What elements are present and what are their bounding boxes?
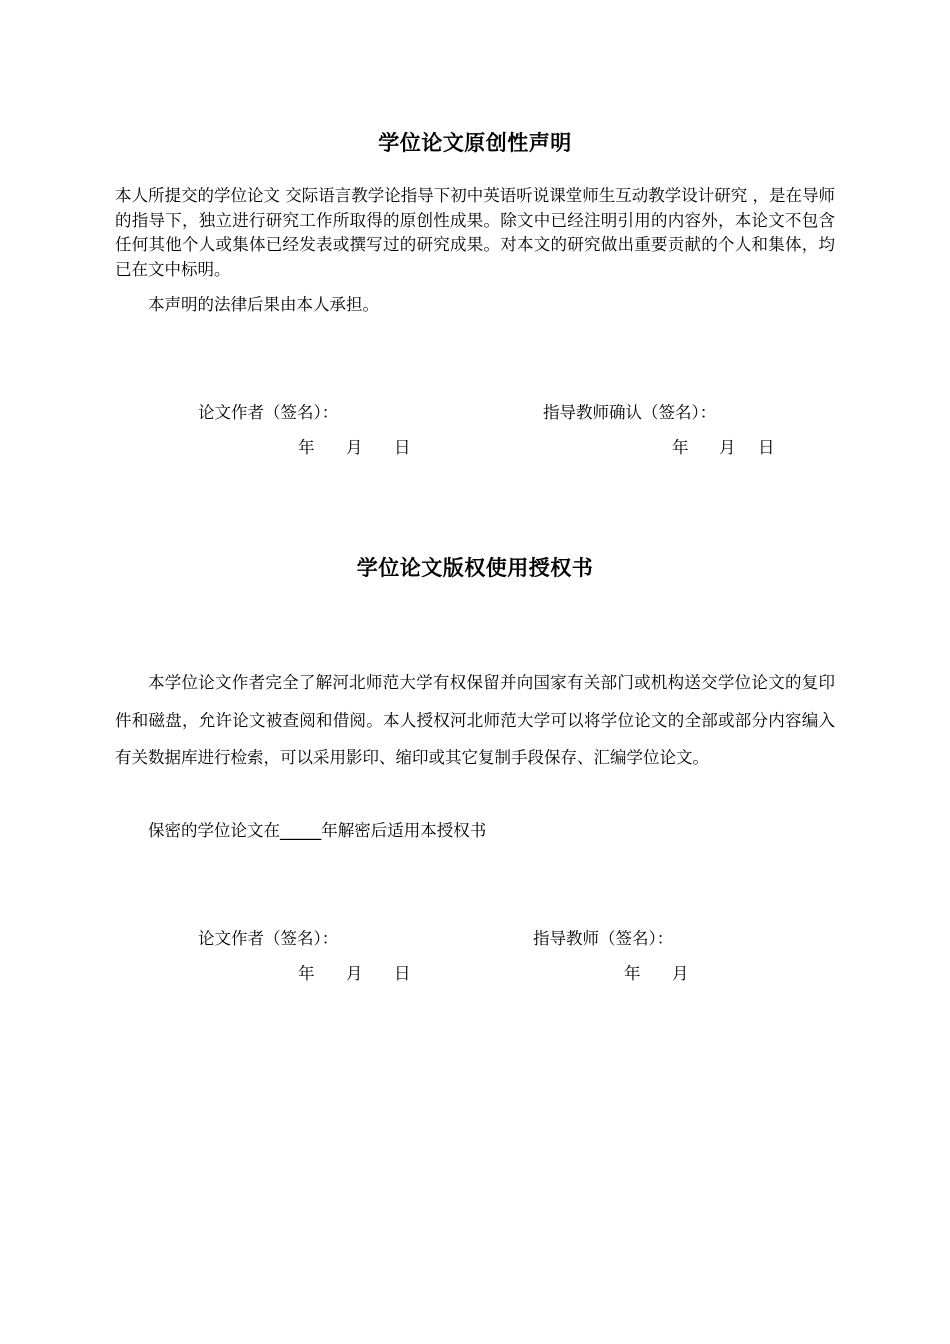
date-month: 月 bbox=[672, 964, 689, 983]
date-day: 日 bbox=[394, 438, 411, 457]
declaration-title: 学位论文原创性声明 bbox=[378, 131, 572, 155]
declaration-advisor-signature-label: 指导教师确认（签名）： bbox=[543, 403, 717, 422]
date-month: 月 bbox=[346, 964, 363, 983]
date-month: 月 bbox=[346, 438, 363, 457]
authorization-body: 本学位论文作者完全了解河北师范大学有权保留并向国家有关部门或机构送交学位论文的复印件和磁盘，允许论文被查阅和借阅。本人授权河北师范大学可以将学位论文的全部或部分内容编入有关数据库进行检索，可以采用影印、缩印或其它复制手段保存、汇编学位论文。 bbox=[115, 673, 835, 767]
date-year: 年 bbox=[298, 438, 315, 457]
date-day: 日 bbox=[394, 964, 411, 983]
authorization-title: 学位论文版权使用授权书 bbox=[356, 556, 594, 580]
authorization-author-signature-label: 论文作者（签名）： bbox=[198, 929, 339, 948]
date-year: 年 bbox=[624, 964, 641, 983]
declaration-body: 本人所提交的学位论文 交际语言教学论指导下初中英语听说课堂师生互动教学设计研究 ，是在导师的指导下，独立进行研究工作所取得的原创性成果。除文中已经注明引用的内容外，本论文不包含任何其他个人或集体已经发表或撰写过的研究成果。对本文的研究做出重要贡献的个人和集体，均已在文中标明。 bbox=[115, 186, 835, 279]
date-month: 月 bbox=[719, 438, 736, 457]
date-day: 日 bbox=[758, 438, 775, 457]
declaration-author-signature-label: 论文作者（签名）： bbox=[198, 403, 339, 422]
authorization-advisor-signature-label: 指导教师（签名）： bbox=[533, 929, 674, 948]
authorization-secret-clause: 保密的学位论文在_____年解密后适用本授权书 bbox=[148, 821, 487, 840]
declaration-liability: 本声明的法律后果由本人承担。 bbox=[148, 295, 379, 314]
date-year: 年 bbox=[672, 438, 689, 457]
date-year: 年 bbox=[298, 964, 315, 983]
